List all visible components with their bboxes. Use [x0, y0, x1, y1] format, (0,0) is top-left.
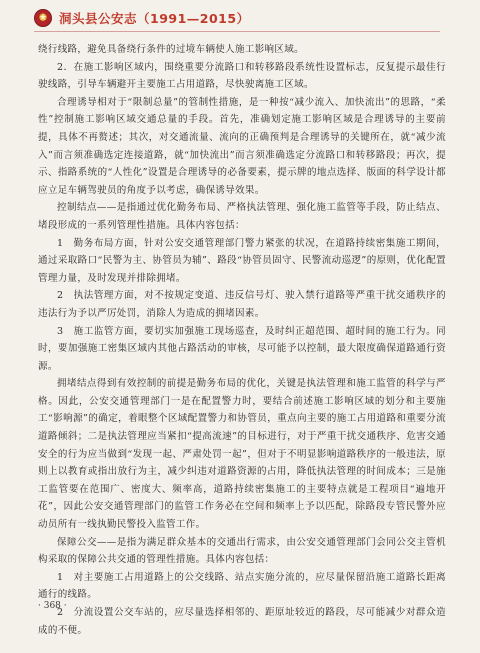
paragraph: 拥堵结点得到有效控制的前提是勤务布局的优化，关键是执法管理和施工监管的科学与严格。因此，公安交通管理部门一是在配置警力时，要结合前述施工影响区域的划分和主要施工“影响源”的确定，着眼整个区域配置警力和协管员，重点向主要的施工占用道路和重要分流道路倾斜；二是执法管理应当紧扣“提高流速”的目标进行，对于严重干扰交通秩序、危害交通安全的行为应当做到“发现一起、严肃处罚一起”，但对于不明显影响道路秩序的一般违法，原则上以教育或指出放行为主，减少纠违对道路资源的占用，降低执法管理的时间成本；三是施工监管要在范围广、密度大、频率高，道路持续密集施工的主要特点就是工程项目“遍地开花”，因此公安交通管理部门的监管工作务必在空间和频率上予以匹配，除路段专管民警外应动员所有一线执勤民警投入监管工作。: [38, 378, 446, 531]
page-body: [38, 41, 446, 639]
paragraph: 合理诱导相对于“限制总量”的管制性措施，是一种按“减少流入、加快流出”的思路，“柔性”控制施工影响区域交通总量的手段。首先，准确划定施工影响区域是合理诱导的主要前提，具体不再赘述；其次，对交通流量、流向的正确预判是合理诱导的关键所在，就“减少流入”而言须准确选定连接道路，就“加快流出”而言须准确选定分流路口和转移路段；再次，提示、指路系统的“人性化”设置是合理诱导的必备要素，提示牌的地点选择、版面的科学设计都应立足车辆驾驶员的角度予以考虑，确保诱导效果。: [38, 96, 446, 196]
paragraph: 保障公交——是指为满足群众基本的交通出行需求，由公安交通管理部门会同公交主管机构采取的保障公共交通的管理性措施。具体内容包括：: [38, 536, 446, 566]
paragraph: 2 执法管理方面，对不按规定变道、违反信号灯、驶入禁行道路等严重干扰交通秩序的违法行为予以严厉处罚，消除人为造成的拥堵因素。: [38, 290, 446, 319]
paragraph: 1 对主要施工占用道路上的公交线路、站点实施分流的，应尽量保留沿施工道路长距离通行的线路。: [38, 571, 446, 601]
police-emblem-icon: [34, 9, 52, 27]
page-header: [34, 7, 250, 29]
paragraph: 2 分流设置公交车站的，应尽量选择相邻的、距原址较近的路段，尽可能减少对群众造成的不便。: [38, 607, 446, 636]
header-divider: [34, 31, 440, 32]
paragraph-continued: 绕行线路，避免具备绕行条件的过境车辆使人施工影响区域。: [38, 44, 304, 55]
emblem-star: ★: [38, 12, 48, 23]
book-title: 洞头县公安志（1991—2015）: [59, 11, 250, 26]
paragraph: 2．在施工影响区域内，围绕重要分流路口和转移路段系统性设置标志，反复提示最佳行驶线路，引导车辆避开主要施工占用道路，尽快驶离施工区域。: [38, 61, 446, 91]
paragraph: 3 施工监管方面，要切实加强施工现场巡查，及时纠正超范围、超时间的施工行为。同时，要加强施工密集区域内其他占路活动的审核，尽可能予以控制，最大限度确保道路通行资源。: [38, 325, 446, 372]
paragraph: 控制结点——是指通过优化勤务布局、严格执法管理、强化施工监管等手段，防止结点、堵段形成的一系列管理性措施。具体内容包括：: [38, 202, 446, 231]
paragraph: 1 勤务布局方面，针对公安交通管理部门警力紧张的状况，在道路持续密集施工期间，通过采取路口“民警为主、协管员为辅”、路段“协管员固守、民警流动巡逻”的原则，优化配置管理力量，及时发现并排除拥堵。: [38, 237, 446, 284]
page-number: · 368 ·: [38, 601, 67, 611]
